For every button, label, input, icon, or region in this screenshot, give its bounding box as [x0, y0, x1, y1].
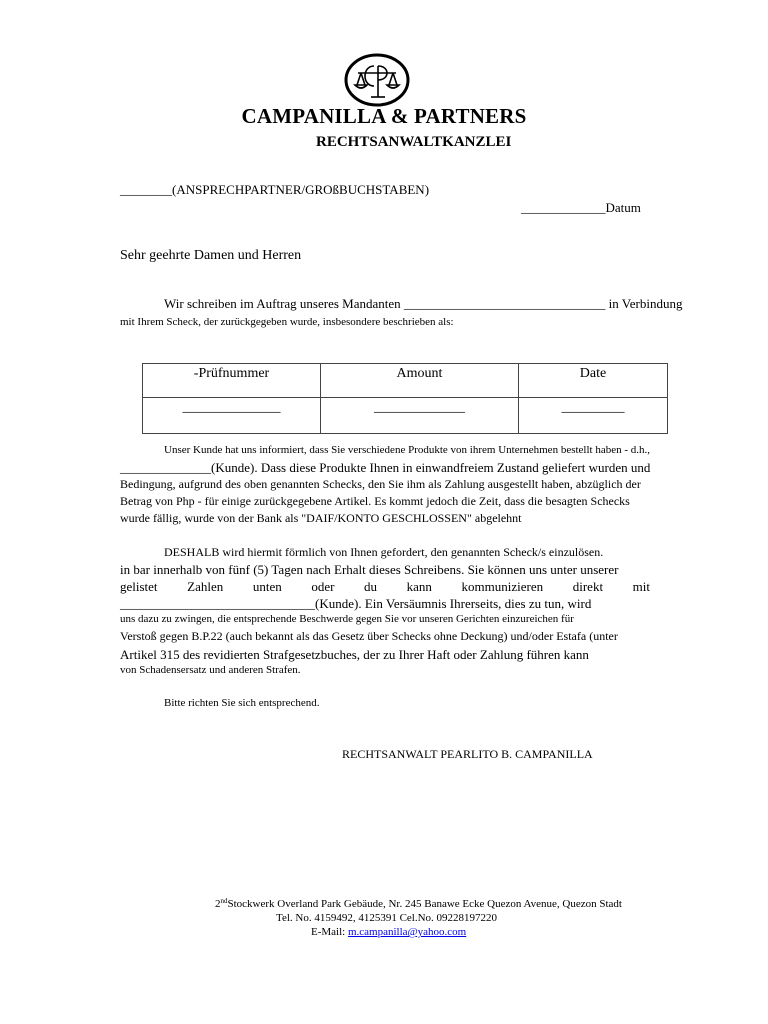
para3-line3: gelistet Zahlen unten oder du kann kommunizieren direkt mit: [120, 579, 650, 594]
email-link[interactable]: m.campanilla@yahoo.com: [347, 926, 467, 938]
para3-line1: DESHALB wird hiermit förmlich von Ihnen gefordert, den genannten Scheck/s einzulösen.: [164, 545, 604, 559]
check-table-header: [143, 364, 321, 398]
check-table-header: [519, 364, 668, 398]
footer-address: [215, 898, 622, 910]
para2-line4: Betrag von Php - für einige zurückgegebene Artikel. Es kommt jedoch die Zeit, dass die besagten Schecks: [120, 494, 630, 508]
check-table-cell: [519, 398, 668, 434]
firm-name: CAMPANILLA & PARTNERS: [241, 104, 527, 128]
para2-line3: Bedingung, aufgrund des oben genannten Schecks, den Sie ihm als Zahlung ausgestellt haben, abzüglich der: [120, 477, 641, 491]
para3-line4: ______________________________(Kunde). Ein Versäumnis Ihrerseits, dies zu tun, wird: [120, 596, 592, 611]
para3-line7: Artikel 315 des revidierten Strafgesetzbuches, der zu Ihrer Haft oder Zahlung führen kann: [120, 647, 589, 662]
date-line: _____________Datum: [521, 200, 641, 215]
para1-line1: Wir schreiben im Auftrag unseres Mandanten _______________________________ in Verbindung: [164, 296, 683, 311]
address-text: Stockwerk Overland Park Gebäude, Nr. 245 Banawe Ecke Quezon Avenue, Quezon Stadt: [227, 898, 622, 910]
header-cell: -Prüfnummer: [193, 366, 270, 381]
para3-line6: Verstoß gegen B.P.22 (auch bekannt als das Gesetz über Schecks ohne Deckung) und/oder Estafa (unter: [120, 629, 618, 643]
para1-line2: mit Ihrem Scheck, der zurückgegeben wurde, insbesondere beschrieben als:: [120, 316, 454, 328]
firm-logo: [344, 53, 410, 107]
floor-suffix: nd: [220, 897, 228, 905]
check-table-header-row: [143, 364, 668, 398]
closing-line: Bitte richten Sie sich entsprechend.: [164, 697, 320, 709]
footer-phones: Tel. No. 4159492, 4125391 Cel.No. 09228197220: [276, 912, 498, 924]
para2-line1: Unser Kunde hat uns informiert, dass Sie verschiedene Produkte von ihrem Unternehmen bestellt haben - d.h.,: [164, 444, 651, 456]
check-table-row: [143, 398, 668, 434]
header-cell: Date: [579, 366, 607, 381]
para2-line5: wurde fällig, wurde von der Bank als "DAIF/KONTO GESCHLOSSEN" abgelehnt: [120, 511, 522, 525]
para3-line5: uns dazu zu zwingen, die entsprechende Beschwerde gegen Sie vor unseren Gerichten einzureichen für: [120, 613, 574, 625]
signature: RECHTSANWALT PEARLITO B. CAMPANILLA: [342, 747, 593, 761]
floor-number: 2: [215, 898, 221, 910]
blank-line: _____________: [374, 400, 465, 415]
header-cell: Amount: [396, 366, 443, 381]
email-label: E-Mail:: [311, 926, 346, 938]
para3-line2: in bar innerhalb von fünf (5) Tagen nach Erhalt dieses Schreibens. Sie können uns unter unserer: [120, 562, 619, 577]
check-table: [142, 363, 668, 434]
check-table-header: [321, 364, 519, 398]
footer-email: [311, 926, 466, 938]
check-table-cell: [143, 398, 321, 434]
para3-line8: von Schadensersatz und anderen Strafen.: [120, 664, 301, 676]
blank-line: _________: [561, 400, 625, 415]
blank-line: ______________: [182, 400, 281, 415]
scales-of-justice-icon: [355, 66, 399, 97]
check-table-cell: [321, 398, 519, 434]
recipient-line: ________(ANSPRECHPARTNER/GROßBUCHSTABEN): [120, 182, 430, 197]
para2-line2: ______________(Kunde). Dass diese Produkte Ihnen in einwandfreiem Zustand geliefert wurden und: [120, 460, 651, 475]
firm-subtitle: RECHTSANWALTKANZLEI: [316, 134, 512, 150]
salutation: Sehr geehrte Damen und Herren: [120, 248, 302, 263]
